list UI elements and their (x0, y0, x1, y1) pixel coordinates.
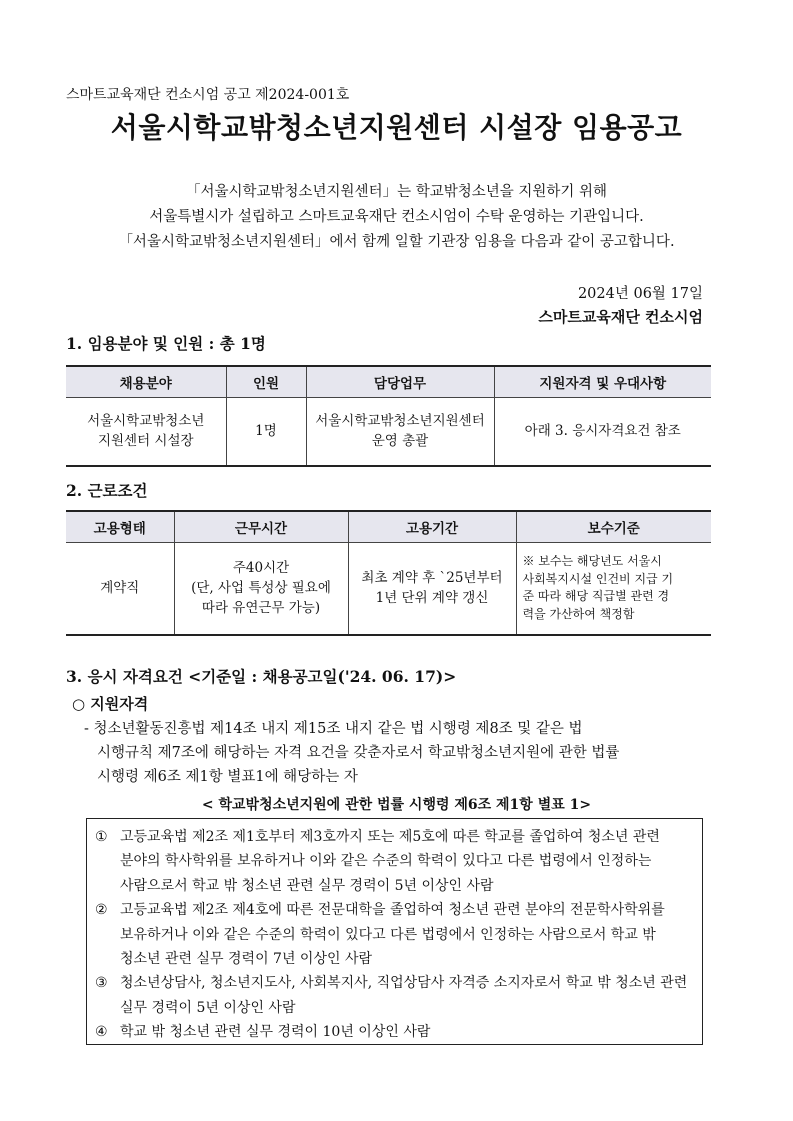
table-row (66, 398, 711, 466)
table-row (66, 543, 711, 635)
cell-line: 1년 단위 계약 갱신 (375, 590, 489, 607)
list-item (95, 898, 692, 971)
item-number: ① (95, 829, 108, 845)
header-qualification: 지원자격 및 우대사항 (494, 366, 711, 398)
header-pay-standard: 보수기준 (516, 511, 711, 543)
item-line: 보유하거나 이와 같은 수준의 학력이 있다고 다른 법령에서 인정하는 사람으로서 학교 밖 (120, 926, 656, 943)
announcement-date: 2024년 06월 17일 (577, 286, 703, 302)
item-line: 사람으로서 학교 밖 청소년 관련 실무 경력이 5년 이상인 사람 (120, 877, 494, 894)
cell-working-hours (174, 543, 348, 635)
item-line: 청소년 관련 실무 경력이 7년 이상인 사람 (120, 951, 372, 968)
cell-line: 사회복지시설 인건비 지급 기 (522, 571, 674, 586)
recruitment-table (66, 365, 711, 467)
cell-line: 력을 가산하여 책정함 (522, 606, 635, 621)
item-line: 고등교육법 제2조 제1호부터 제3호까지 또는 제5호에 따른 학교를 졸업하여 청소년 관련 (120, 829, 660, 845)
cell-line: 운영 총괄 (371, 433, 429, 450)
cell-line: (단, 사업 특성상 필요에 (191, 580, 331, 597)
qualification-line: 시행규칙 제7조에 해당하는 자격 요건을 갖춘자로서 학교밖청소년지원에 관한 법률 (97, 745, 620, 761)
cell-line: 최초 계약 후 `25년부터 (361, 570, 503, 587)
cell-count: 1명 (226, 398, 306, 466)
item-line: 분야의 학사학위를 보유하거나 이와 같은 수준의 학력이 있다고 다른 법령에서 인정하는 (120, 853, 652, 870)
header-duty: 담당업무 (306, 366, 494, 398)
qualification-line: - 청소년활동진흥법 제14조 내지 제15조 내지 같은 법 시행령 제8조 및 같은 법 (84, 721, 583, 737)
list-item (95, 825, 692, 898)
working-conditions-table (66, 510, 711, 636)
item-number: ② (95, 902, 108, 919)
list-item (95, 971, 692, 1020)
cell-employment-type: 계약직 (66, 543, 174, 635)
section2-heading: 2. 근로조건 (66, 481, 148, 500)
table-header-row (66, 511, 711, 543)
intro-paragraph (40, 180, 753, 255)
cell-line: 따라 유연근무 가능) (201, 600, 321, 617)
header-working-hours: 근무시간 (174, 511, 348, 543)
item-line: 학교 밖 청소년 관련 실무 경력이 10년 이상인 사람 (120, 1024, 431, 1041)
cell-line: ※ 보수는 해당년도 서울시 (522, 554, 662, 569)
intro-line: 서울특별시가 설립하고 스마트교육재단 컨소시엄이 수탁 운영하는 기관입니다. (149, 209, 644, 225)
item-line: 고등교육법 제2조 제4호에 따른 전문대학을 졸업하여 청소년 관련 분야의 전문학사학위를 (120, 902, 665, 919)
header-employment-type: 고용형태 (66, 511, 174, 543)
section1-heading: 1. 임용분야 및 인원 : 총 1명 (66, 334, 266, 353)
intro-line: 「서울시학교밖청소년지원센터」에서 함께 일할 기관장 임용을 다음과 같이 공고합니다. (118, 234, 675, 250)
criteria-box (86, 818, 703, 1045)
qualification-subheading: ○ 지원자격 (72, 695, 149, 713)
header-count: 인원 (226, 366, 306, 398)
header-field: 채용분야 (66, 366, 226, 398)
cell-line: 준 따라 해당 직급별 관련 경 (522, 589, 670, 604)
cell-qualification: 아래 3. 응시자격요건 참조 (494, 398, 711, 466)
list-item (95, 1020, 692, 1044)
cell-duty (306, 398, 494, 466)
cell-line: 지원센터 시설장 (97, 433, 194, 450)
item-number: ③ (95, 975, 108, 992)
doc-number: 스마트교육재단 컨소시엄 공고 제2024-001호 (66, 87, 350, 103)
table-header-row (66, 366, 711, 398)
cell-employment-period (348, 543, 516, 635)
item-line: 실무 경력이 5년 이상인 사람 (120, 999, 296, 1016)
cell-line: 서울시학교밖청소년지원센터 (315, 413, 485, 430)
intro-line: 「서울시학교밖청소년지원센터」는 학교밖청소년을 지원하기 위해 (185, 184, 607, 200)
cell-line: 서울시학교밖청소년 (87, 413, 205, 430)
item-line: 청소년상담사, 청소년지도사, 사회복지사, 직업상담사 자격증 소지자로서 학교 밖 청소년 관련 (120, 975, 688, 992)
reference-title: < 학교밖청소년지원에 관한 법률 시행령 제6조 제1항 별표 1> (201, 797, 592, 813)
page-title: 서울시학교밖청소년지원센터 시설장 임용공고 (110, 111, 683, 144)
cell-field (66, 398, 226, 466)
cell-pay-standard (516, 543, 711, 635)
qualification-line: 시행령 제6조 제1항 별표1에 해당하는 자 (97, 769, 358, 785)
cell-line: 주40시간 (232, 560, 290, 577)
section3-heading: 3. 응시 자격요건 <기준일 : 채용공고일('24. 06. 17)> (66, 667, 457, 686)
item-number: ④ (95, 1024, 108, 1041)
header-employment-period: 고용기간 (348, 511, 516, 543)
organization-name: 스마트교육재단 컨소시엄 (538, 308, 703, 326)
qualification-text (84, 717, 619, 789)
